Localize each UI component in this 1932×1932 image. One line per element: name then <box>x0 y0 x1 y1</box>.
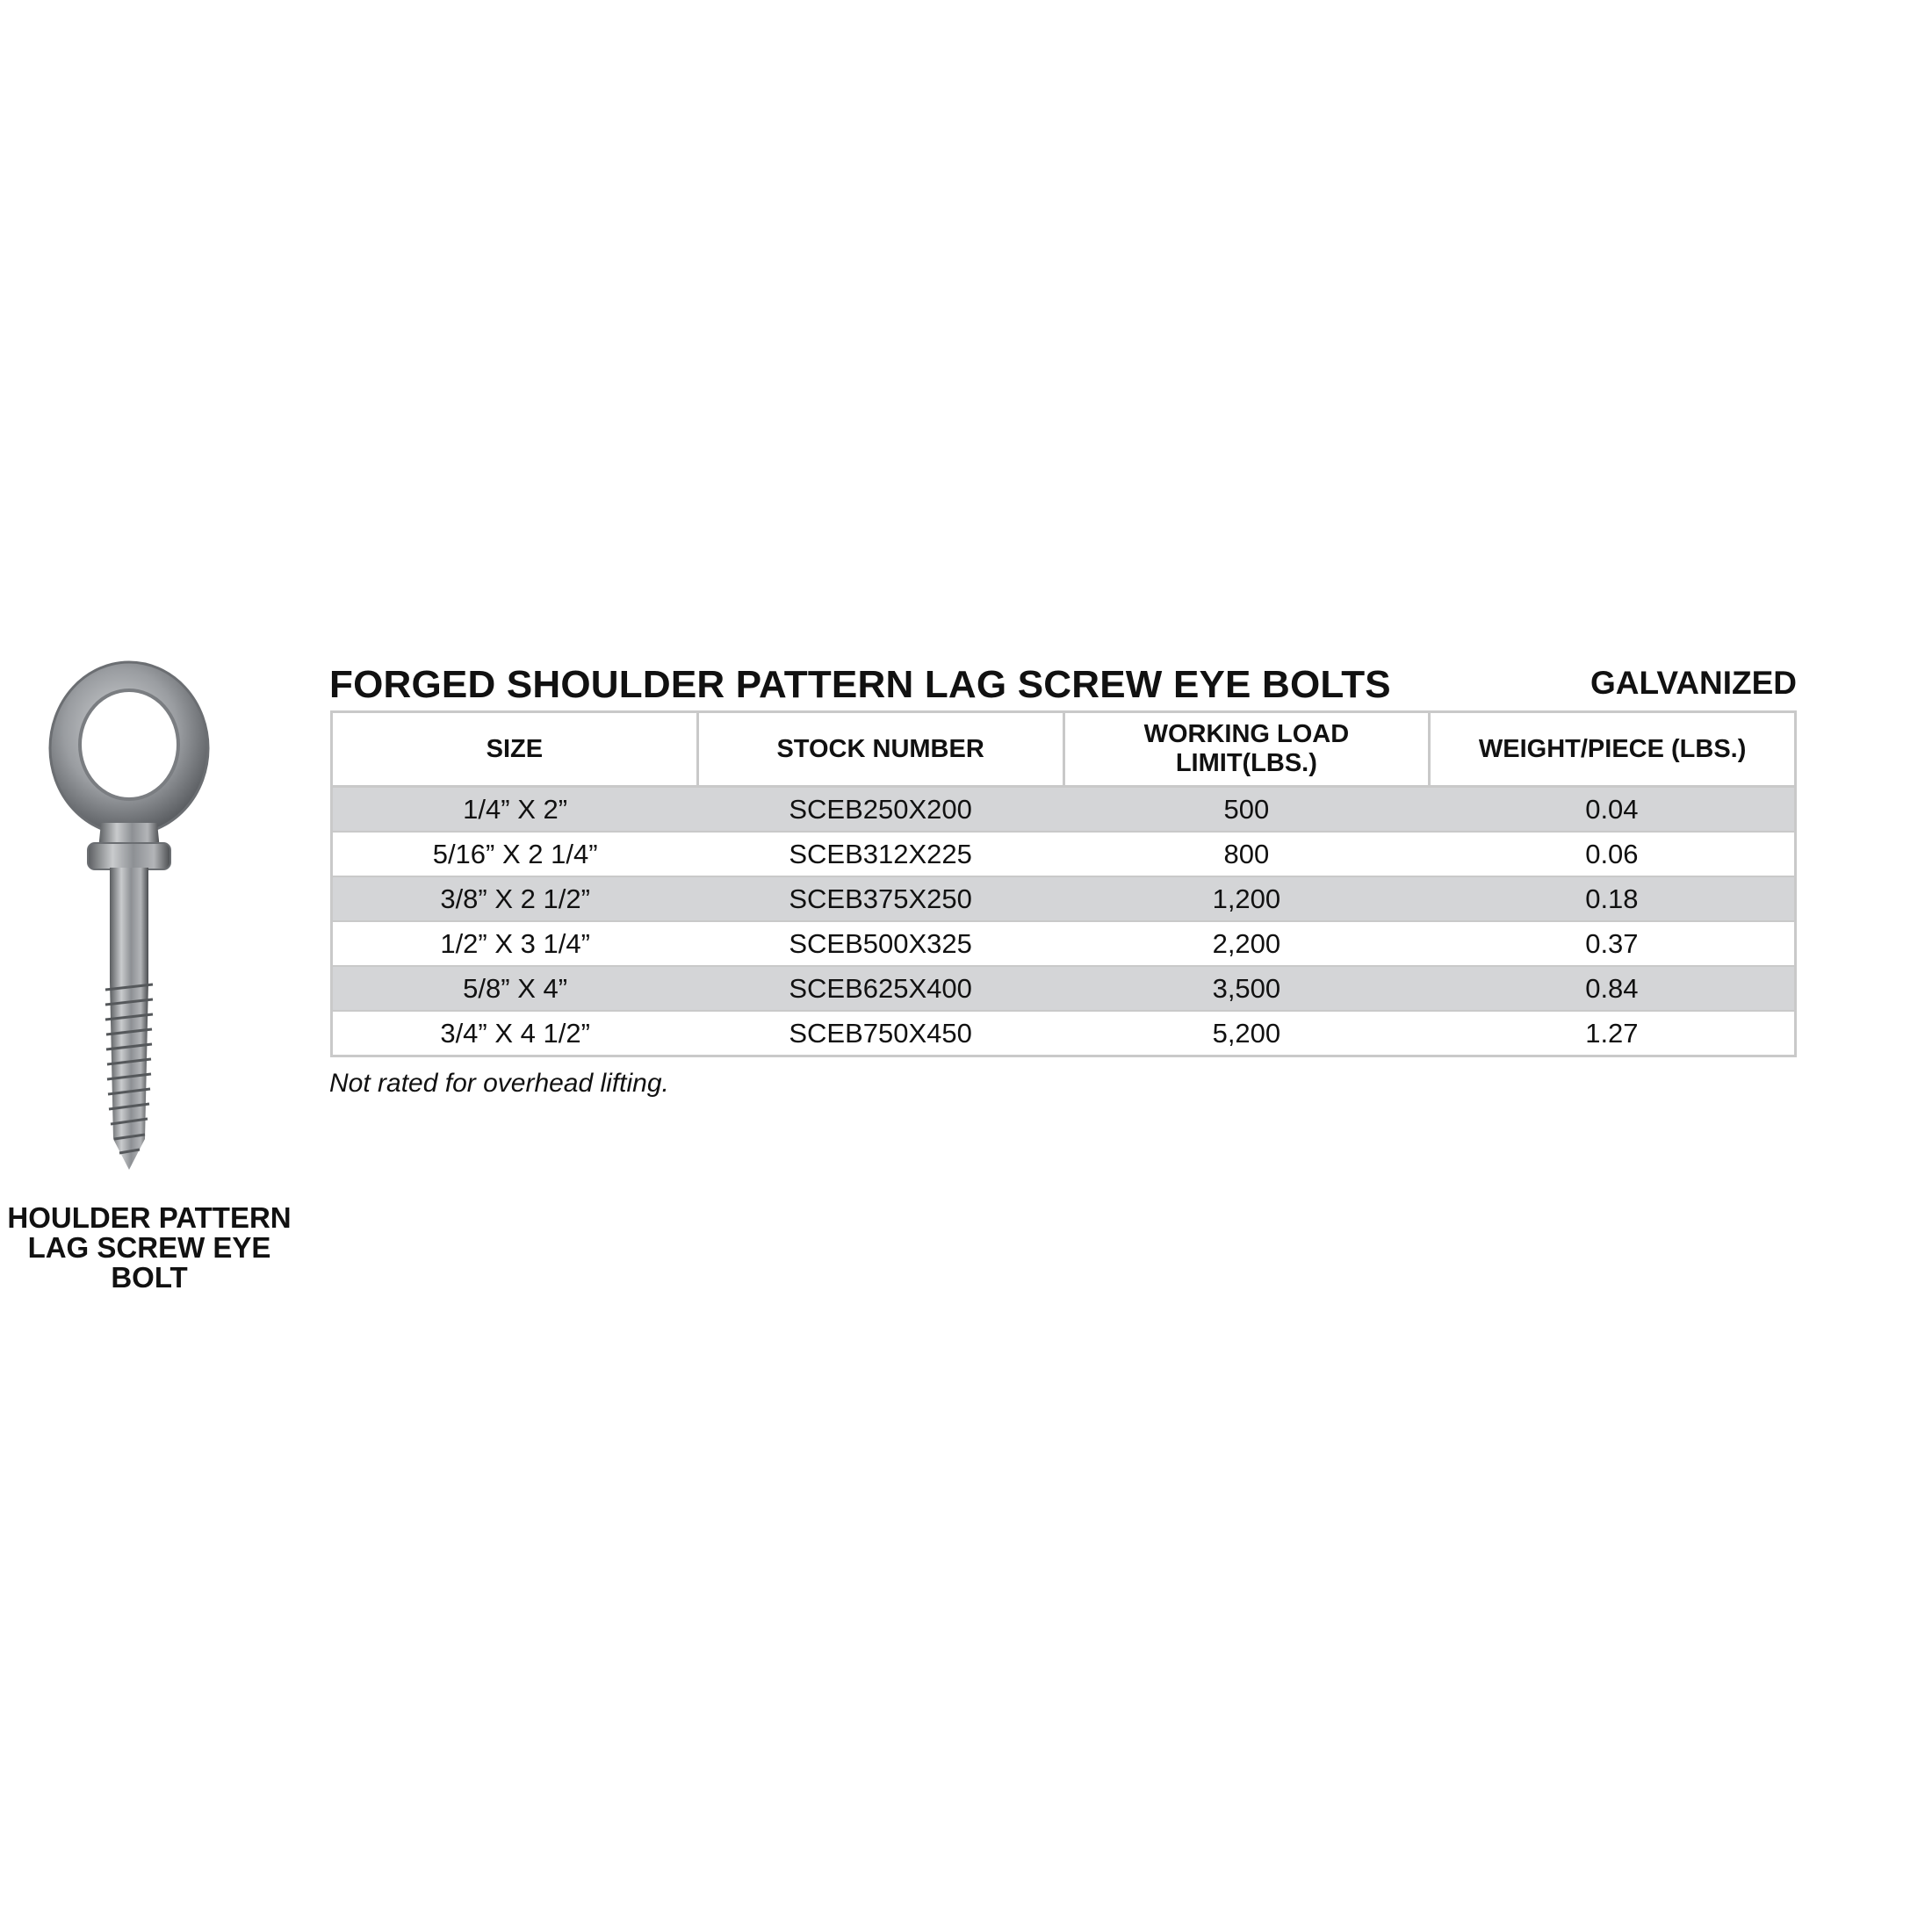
cell-load-limit: 3,500 <box>1063 966 1430 1011</box>
cell-weight: 0.04 <box>1430 787 1796 833</box>
table-row <box>332 1011 1796 1056</box>
cell-size: 1/4” X 2” <box>332 787 698 833</box>
cell-load-limit: 5,200 <box>1063 1011 1430 1056</box>
cell-size: 3/8” X 2 1/2” <box>332 876 698 921</box>
cell-stock-number: SCEB312X225 <box>697 832 1063 876</box>
finish-label: GALVANIZED <box>1590 665 1797 701</box>
table-title: FORGED SHOULDER PATTERN LAG SCREW EYE BOLTS <box>329 663 1391 706</box>
table-row <box>332 921 1796 966</box>
header-weight: WEIGHT/PIECE (LBS.) <box>1430 712 1796 787</box>
cell-stock-number: SCEB750X450 <box>697 1011 1063 1056</box>
cell-weight: 1.27 <box>1430 1011 1796 1056</box>
eye-bolt-image <box>26 660 307 1187</box>
cell-size: 5/16” X 2 1/4” <box>332 832 698 876</box>
cell-weight: 0.06 <box>1430 832 1796 876</box>
spec-table <box>330 710 1797 1057</box>
header-load-line-1: WORKING LOAD <box>1143 720 1350 748</box>
caption-line-1: HOULDER PATTERN <box>7 1201 292 1234</box>
cell-size: 5/8” X 4” <box>332 966 698 1011</box>
caption-line-2: LAG SCREW EYE <box>27 1231 271 1264</box>
caption-line-3: BOLT <box>111 1261 188 1294</box>
cell-weight: 0.18 <box>1430 876 1796 921</box>
cell-size: 1/2” X 3 1/4” <box>332 921 698 966</box>
cell-stock-number: SCEB625X400 <box>697 966 1063 1011</box>
table-row <box>332 832 1796 876</box>
table-row <box>332 876 1796 921</box>
cell-stock-number: SCEB250X200 <box>697 787 1063 833</box>
cell-stock-number: SCEB375X250 <box>697 876 1063 921</box>
header-size: SIZE <box>332 712 698 787</box>
header-working-load-limit <box>1063 712 1430 787</box>
cell-size: 3/4” X 4 1/2” <box>332 1011 698 1056</box>
cell-load-limit: 500 <box>1063 787 1430 833</box>
cell-stock-number: SCEB500X325 <box>697 921 1063 966</box>
header-stock-number: STOCK NUMBER <box>697 712 1063 787</box>
cell-weight: 0.37 <box>1430 921 1796 966</box>
cell-load-limit: 1,200 <box>1063 876 1430 921</box>
cell-load-limit: 800 <box>1063 832 1430 876</box>
table-header-row <box>332 712 1796 787</box>
table-row <box>332 787 1796 833</box>
footnote: Not rated for overhead lifting. <box>329 1069 669 1098</box>
cell-weight: 0.84 <box>1430 966 1796 1011</box>
product-caption <box>0 1203 316 1293</box>
header-load-line-2: LIMIT(LBS.) <box>1175 749 1317 777</box>
cell-load-limit: 2,200 <box>1063 921 1430 966</box>
table-row <box>332 966 1796 1011</box>
